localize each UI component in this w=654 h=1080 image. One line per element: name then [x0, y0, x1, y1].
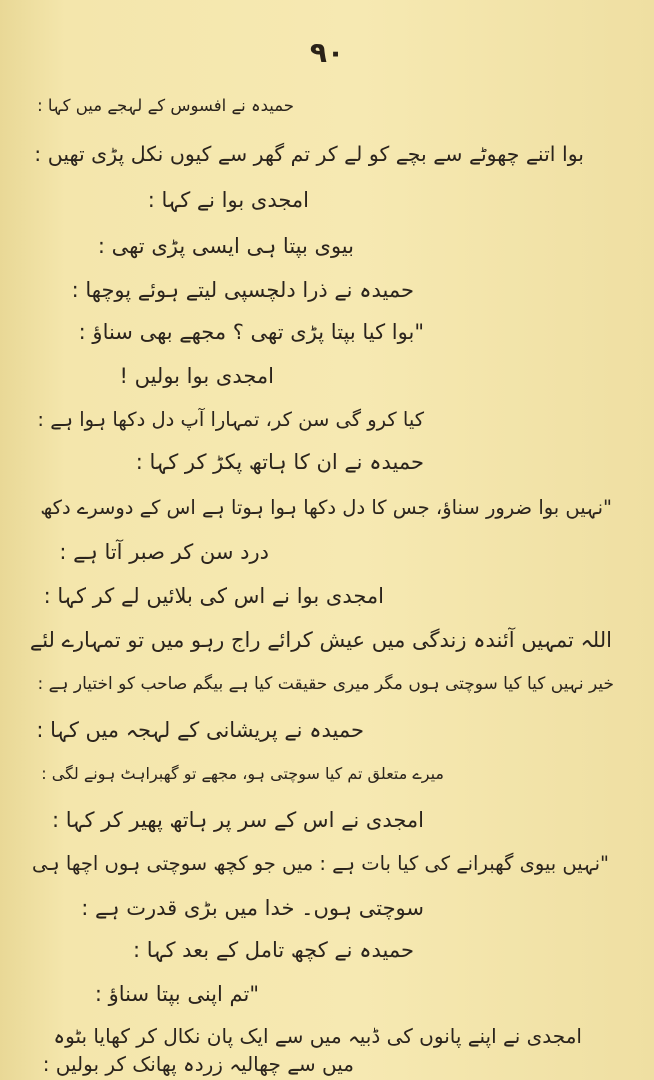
- text-line-11: درد سن کر صبر آتا ہے :: [59, 540, 269, 564]
- text-line-3: امجدی بوا نے کہا :: [147, 188, 309, 212]
- text-line-18: "نہیں بیوی گھبرانے کی کیا بات ہے : میں جو کچھ سوچتی ہوں اچھا ہی: [32, 852, 609, 875]
- text-line-5: حمیدہ نے ذرا دلچسپی لیتے ہوئے پوچھا :: [71, 278, 414, 302]
- text-line-12: امجدی بوا نے اس کی بلائیں لے کر کہا :: [43, 584, 384, 608]
- text-line-9: حمیدہ نے ان کا ہاتھ پکڑ کر کہا :: [135, 450, 424, 474]
- text-line-21: "تم اپنی بپتا سناؤ :: [94, 982, 259, 1006]
- text-line-2: بوا اتنے چھوٹے سے بچے کو لے کر تم گھر سے کیوں نکل پڑی تھیں :: [34, 142, 584, 166]
- text-line-16: میرے متعلق تم کیا سوچتی ہو، مجھے تو گھبراہٹ ہونے لگی :: [41, 764, 444, 783]
- text-line-20: حمیدہ نے کچھ تامل کے بعد کہا :: [133, 938, 414, 962]
- text-line-22: امجدی نے اپنے پانوں کی ڈبیہ میں سے ایک پان نکال کر کھایا بٹوہ: [53, 1024, 582, 1048]
- text-line-4: بیوی بپتا ہی ایسی پڑی تھی :: [97, 234, 354, 258]
- text-line-10: "نہیں بوا ضرور سناؤ، جس کا دل دکھا ہوا ہوتا ہے اس کے دوسرے دکھ: [40, 496, 612, 519]
- text-line-19: سوچتی ہوں۔ خدا میں بڑی قدرت ہے :: [81, 896, 424, 920]
- text-line-14: خیر نہیں کیا کیا سوچتی ہوں مگر میری حقیقت کیا ہے بیگم صاحب کو اختیار ہے :: [37, 674, 614, 694]
- text-line-7: امجدی بوا بولیں !: [119, 364, 274, 388]
- text-line-13: اللہ تمہیں آئندہ زندگی میں عیش کرائے راج رہو میں تو تمہارے لئے: [29, 628, 612, 652]
- page-number: ۹۰: [309, 36, 345, 69]
- text-line-23: میں سے چھالیہ زردہ پھانک کر بولیں :: [42, 1052, 354, 1076]
- text-line-15: حمیدہ نے پریشانی کے لہجہ میں کہا :: [36, 718, 364, 742]
- text-line-8: کیا کرو گی سن کر، تمہارا آپ دل دکھا ہوا ہے :: [37, 408, 424, 431]
- text-line-1: حمیدہ نے افسوس کے لہجے میں کہا :: [37, 96, 294, 115]
- text-line-17: امجدی نے اس کے سر پر ہاتھ پھیر کر کہا :: [51, 808, 424, 832]
- text-line-6: "بوا کیا بپتا پڑی تھی ؟ مجھے بھی سناؤ :: [78, 320, 424, 344]
